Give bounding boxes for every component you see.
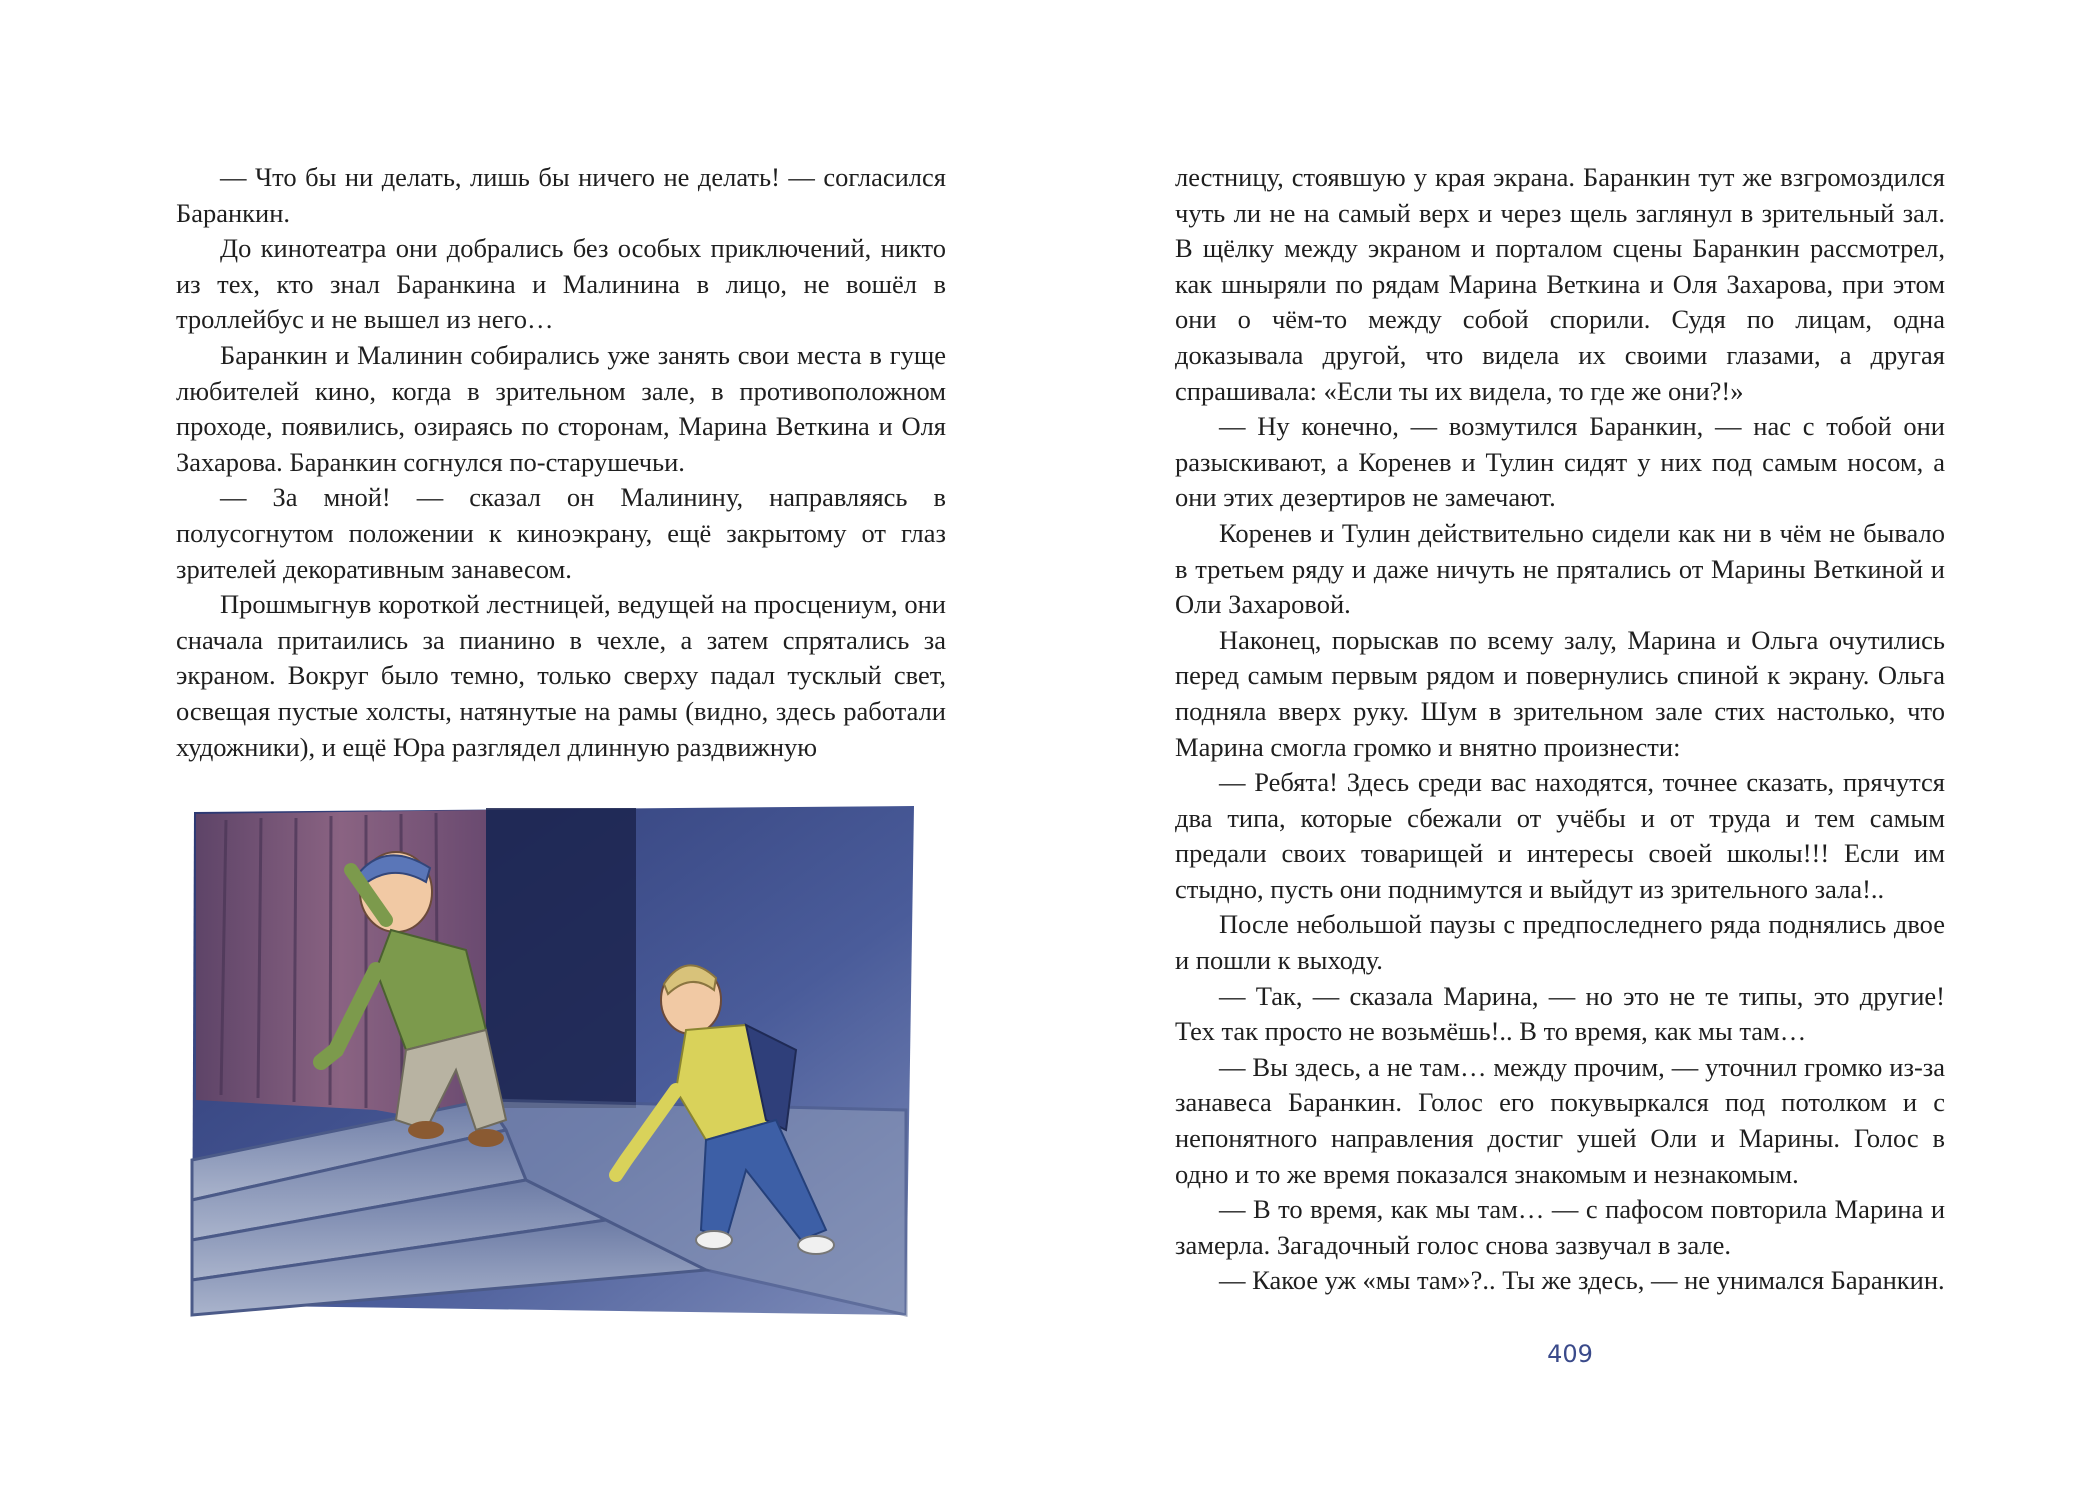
right-paragraph-8: — Вы здесь, а не там… между прочим, — уточнил громко из-за занавеса Баранкин. Голос его покувыркался под потолком и с непонятного направления достиг ушей Оли и Марины. Голос в одно и то же время показался знакомым и незнакомым. bbox=[1175, 1051, 1945, 1189]
right-paragraph-3: Коренев и Тулин действительно сидели как ни в чём не бывало в третьем ряду и даже ничуть не прятались от Марины Веткиной и Оли Захаровой. bbox=[1175, 517, 1945, 620]
right-paragraph-7: — Так, — сказала Марина, — но это не те типы, это другие! Тех так просто не возьмёшь!.. В то время, как мы там… bbox=[1175, 980, 1945, 1047]
right-paragraph-10: — Какое уж «мы там»?.. Ты же здесь, — не унимался Баранкин. bbox=[1219, 1265, 1945, 1296]
page-number: 409 bbox=[1547, 1340, 1593, 1368]
right-paragraph-9: — В то время, как мы там… — с пафосом повторила Марина и замерла. Загадочный голос снова зазвучал в зале. bbox=[1175, 1194, 1945, 1260]
right-paragraph-1: лестницу, стоявшую у края экрана. Баранкин тут же взгромоздился чуть ли не на самый верх и через щель заглянул в зрительный зал. В щёлку между экраном и порталом сцены Баранкин рассмотрел, как шныряли по рядам Марина Веткина и Оля Захарова, при этом они о чём-то между собой спорили. Судя по лицам, одна доказывала другой, что видела их своими глазами, а другая спрашивала: «Если ты их видела, то где же они?!» bbox=[1175, 162, 1945, 406]
right-paragraph-2: — Ну конечно, — возмутился Баранкин, — нас с тобой они разыскивают, а Коренев и Тулин сидят у них под самым носом, а они этих дезертиров не замечают. bbox=[1175, 411, 1945, 513]
left-paragraph-1: — Что бы ни делать, лишь бы ничего не делать! — согласился Баранкин. bbox=[176, 162, 946, 228]
right-paragraph-4: Наконец, порыскав по всему залу, Марина и Ольга очутились перед самым первым рядом и повернулись спиной к экрану. Ольга подняла вверх руку. Шум в зрительном зале стих настолько, что Марина смогла громко и внятно произнести: bbox=[1175, 624, 1945, 762]
left-paragraph-5: Прошмыгнув короткой лестницей, ведущей на просцениум, они сначала притаились за пианино в чехле, а затем спрятались за экраном. Вокруг было темно, только сверху падал тусклый свет, освещая пустые холсты, натянутые на рамы (видно, здесь работали художники), и ещё Юра разглядел длинную раздвижную bbox=[176, 589, 946, 762]
left-paragraph-2: До кинотеатра они добрались без особых приключений, никто из тех, кто знал Баранкина и Малинина в лицо, не вошёл в троллейбус и не вышел из него… bbox=[176, 233, 946, 335]
left-page bbox=[176, 160, 946, 765]
right-page bbox=[1175, 160, 1945, 1299]
left-paragraph-3: Баранкин и Малинин собирались уже занять свои места в гуще любителей кино, когда в зрительном зале, в противоположном проходе, появились, озираясь по сторонам, Марина Веткина и Оля Захарова. Баранкин согнулся по-старушечьи. bbox=[176, 339, 946, 477]
right-paragraph-6: После небольшой паузы с предпоследнего ряда поднялись двое и пошли к выходу. bbox=[1175, 909, 1945, 976]
right-paragraph-5: — Ребята! Здесь среди вас находятся, точнее сказать, прячутся два типа, которые сбежали от учёбы и от труда и тем самым предали своих товарищей и интересы своей школы!!! Если им стыдно, пусть они поднимутся и выйдут из зрительного зала!.. bbox=[1175, 767, 1945, 904]
left-paragraph-4: — За мной! — сказал он Малинину, направляясь в полусогнутом положении к киноэкрану, ещё закрытому от глаз зрителей декоративным занавесом. bbox=[176, 482, 946, 584]
boys-on-stage-stairs-illustration bbox=[186, 800, 914, 1320]
